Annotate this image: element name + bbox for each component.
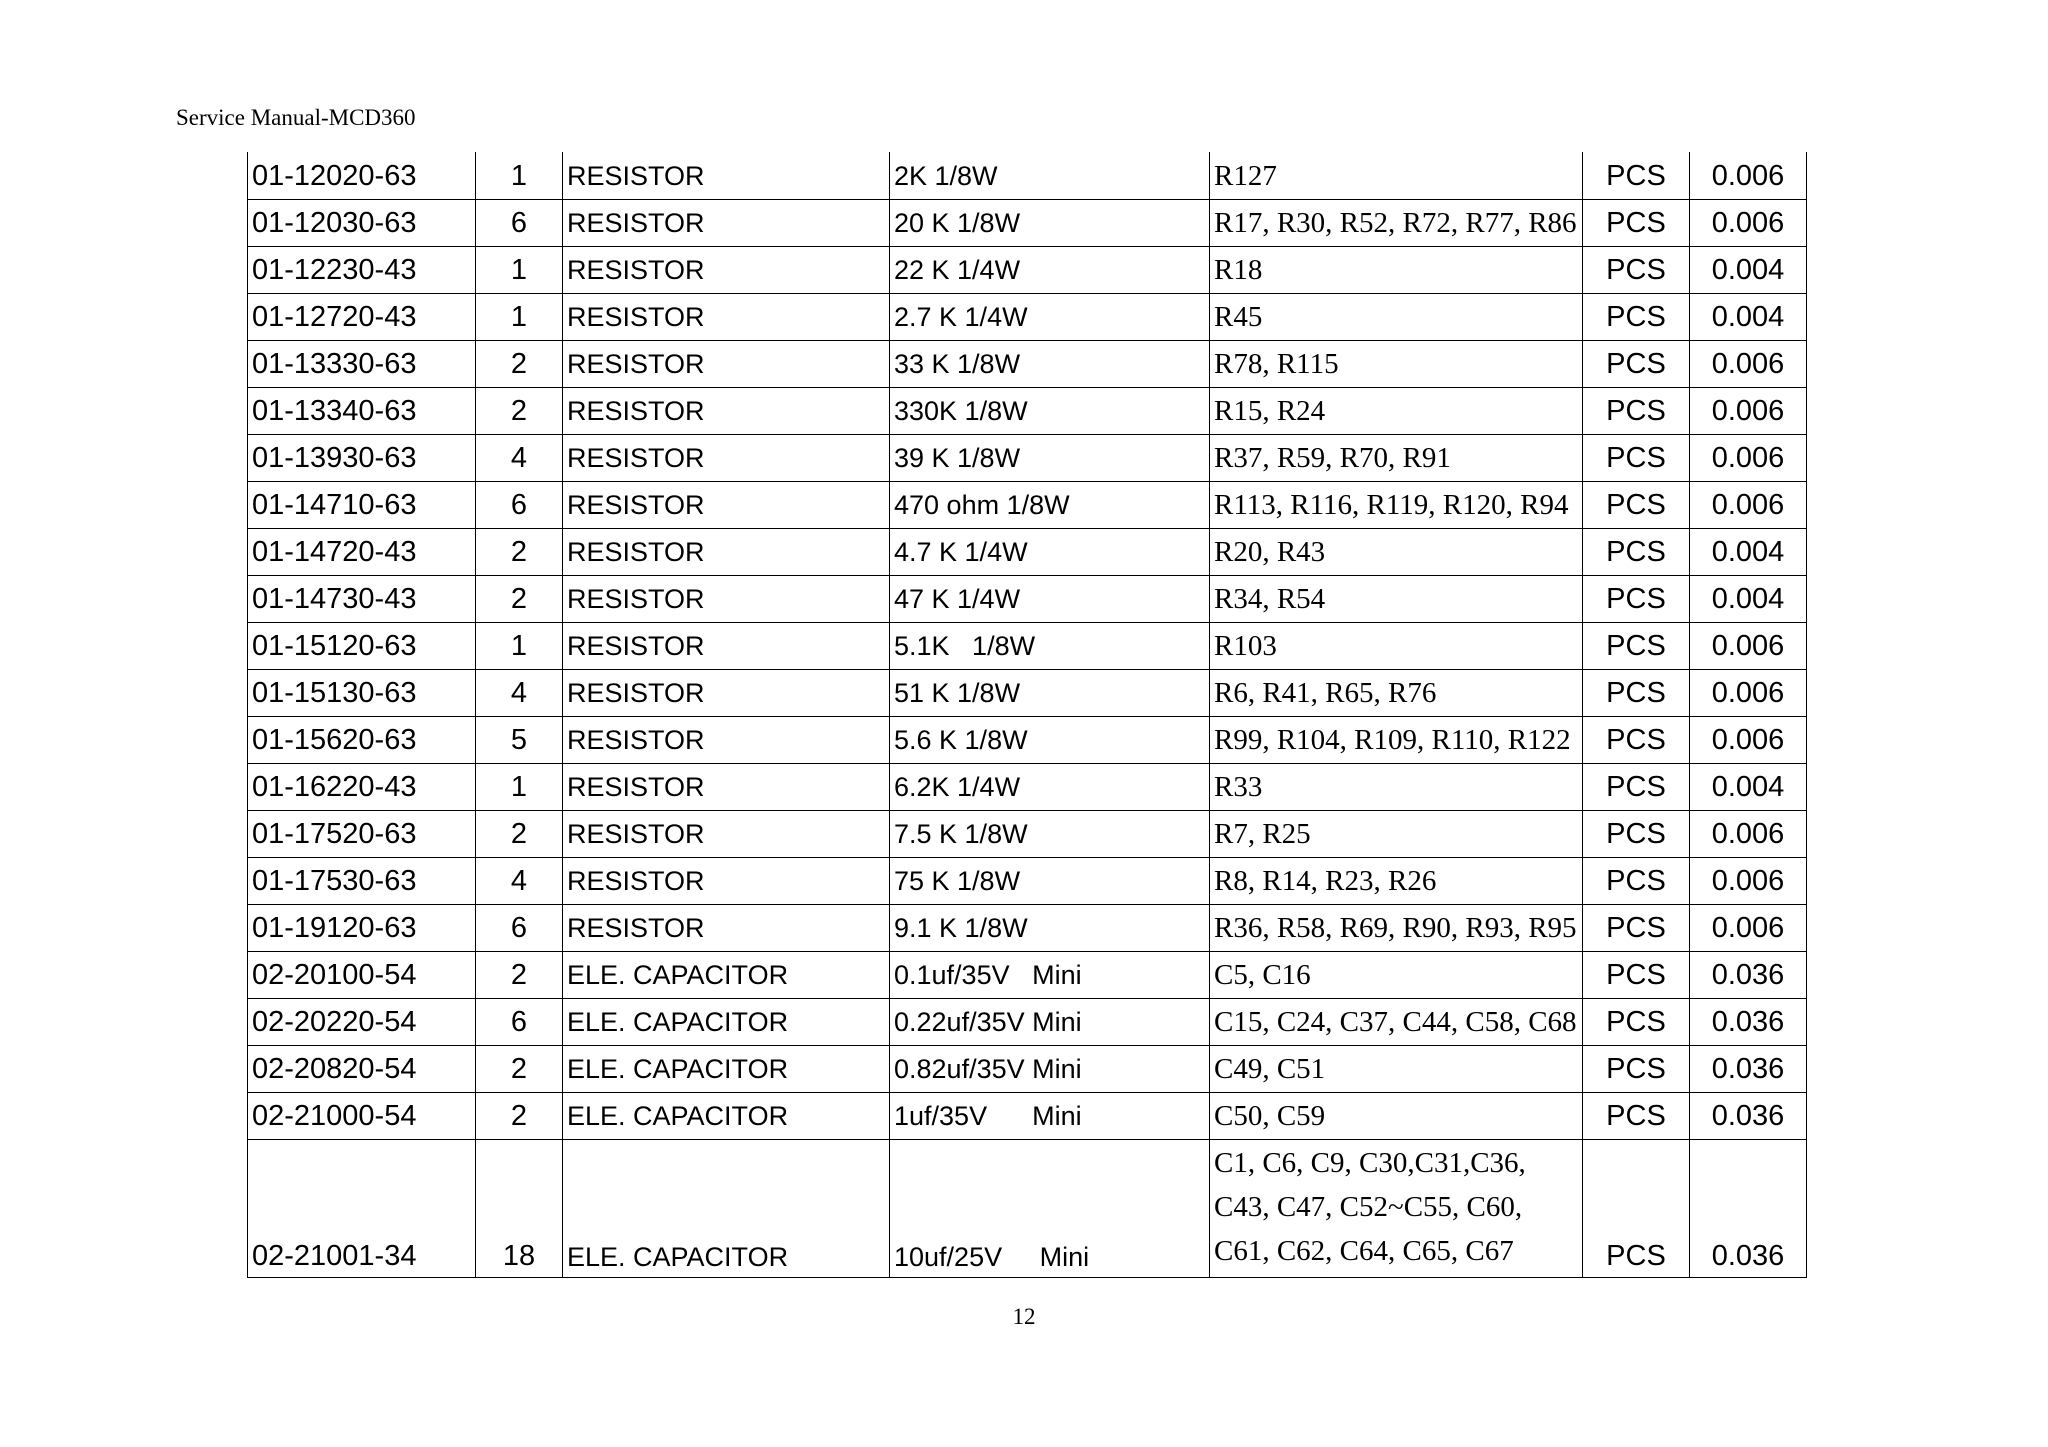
- specification-cell: 39 K 1/8W: [890, 435, 1210, 482]
- specification-cell: 2K 1/8W: [890, 153, 1210, 200]
- description-cell: RESISTOR: [563, 858, 890, 905]
- price-cell: 0.004: [1690, 294, 1807, 341]
- description-cell: ELE. CAPACITOR: [563, 1140, 890, 1278]
- specification-cell: 2.7 K 1/4W: [890, 294, 1210, 341]
- specification-cell: 9.1 K 1/8W: [890, 905, 1210, 952]
- quantity-cell: 2: [476, 811, 563, 858]
- quantity-cell: 4: [476, 670, 563, 717]
- specification-cell: 330K 1/8W: [890, 388, 1210, 435]
- unit-cell: PCS: [1583, 576, 1690, 623]
- unit-cell: PCS: [1583, 1140, 1690, 1278]
- description-cell: RESISTOR: [563, 247, 890, 294]
- specification-cell: 33 K 1/8W: [890, 341, 1210, 388]
- table-row: [248, 999, 1807, 1046]
- quantity-cell: 6: [476, 482, 563, 529]
- price-cell: 0.006: [1690, 388, 1807, 435]
- table-row: [248, 905, 1807, 952]
- unit-cell: PCS: [1583, 435, 1690, 482]
- location-cell: R17, R30, R52, R72, R77, R86: [1210, 200, 1583, 247]
- location-cell: C50, C59: [1210, 1093, 1583, 1140]
- location-cell: R33: [1210, 764, 1583, 811]
- part-number-cell: 02-21000-54: [248, 1093, 476, 1140]
- table-row: [248, 717, 1807, 764]
- location-cell: R127: [1210, 153, 1583, 200]
- table-row: [248, 482, 1807, 529]
- specification-cell: 5.6 K 1/8W: [890, 717, 1210, 764]
- unit-cell: PCS: [1583, 717, 1690, 764]
- part-number-cell: 01-12020-63: [248, 153, 476, 200]
- unit-cell: PCS: [1583, 858, 1690, 905]
- specification-cell: 22 K 1/4W: [890, 247, 1210, 294]
- quantity-cell: 1: [476, 294, 563, 341]
- location-cell: R37, R59, R70, R91: [1210, 435, 1583, 482]
- table-row: [248, 341, 1807, 388]
- description-cell: RESISTOR: [563, 529, 890, 576]
- location-cell: R45: [1210, 294, 1583, 341]
- part-number-cell: 02-20820-54: [248, 1046, 476, 1093]
- unit-cell: PCS: [1583, 764, 1690, 811]
- description-cell: RESISTOR: [563, 811, 890, 858]
- location-cell: R78, R115: [1210, 341, 1583, 388]
- price-cell: 0.004: [1690, 764, 1807, 811]
- quantity-cell: 1: [476, 623, 563, 670]
- unit-cell: PCS: [1583, 811, 1690, 858]
- description-cell: RESISTOR: [563, 435, 890, 482]
- location-cell: R15, R24: [1210, 388, 1583, 435]
- price-cell: 0.004: [1690, 576, 1807, 623]
- price-cell: 0.036: [1690, 952, 1807, 999]
- unit-cell: PCS: [1583, 670, 1690, 717]
- page-header-title: Service Manual-MCD360: [176, 105, 416, 130]
- table-row: [248, 952, 1807, 999]
- price-cell: 0.036: [1690, 1046, 1807, 1093]
- table-row: [248, 435, 1807, 482]
- price-cell: 0.036: [1690, 1140, 1807, 1278]
- specification-cell: 0.82uf/35V Mini: [890, 1046, 1210, 1093]
- unit-cell: PCS: [1583, 388, 1690, 435]
- quantity-cell: 2: [476, 576, 563, 623]
- table-row: [248, 623, 1807, 670]
- unit-cell: PCS: [1583, 153, 1690, 200]
- price-cell: 0.006: [1690, 623, 1807, 670]
- quantity-cell: 2: [476, 529, 563, 576]
- specification-cell: 0.22uf/35V Mini: [890, 999, 1210, 1046]
- description-cell: RESISTOR: [563, 717, 890, 764]
- specification-cell: 51 K 1/8W: [890, 670, 1210, 717]
- location-cell: R34, R54: [1210, 576, 1583, 623]
- part-number-cell: 01-15130-63: [248, 670, 476, 717]
- part-number-cell: 01-14710-63: [248, 482, 476, 529]
- location-line: C61, C62, C64, C65, C67: [1214, 1235, 1514, 1267]
- table-row: [248, 294, 1807, 341]
- quantity-cell: 5: [476, 717, 563, 764]
- part-number-cell: 01-16220-43: [248, 764, 476, 811]
- table-row: [248, 576, 1807, 623]
- location-cell: C15, C24, C37, C44, C58, C68: [1210, 999, 1583, 1046]
- location-cell: R113, R116, R119, R120, R94: [1210, 482, 1583, 529]
- price-cell: 0.006: [1690, 200, 1807, 247]
- price-cell: 0.006: [1690, 341, 1807, 388]
- description-cell: RESISTOR: [563, 576, 890, 623]
- part-number-cell: 01-13930-63: [248, 435, 476, 482]
- quantity-cell: 2: [476, 341, 563, 388]
- price-cell: 0.006: [1690, 435, 1807, 482]
- table-row: [248, 153, 1807, 200]
- part-number-cell: 01-17520-63: [248, 811, 476, 858]
- part-number-cell: 01-13340-63: [248, 388, 476, 435]
- unit-cell: PCS: [1583, 905, 1690, 952]
- location-cell: C49, C51: [1210, 1046, 1583, 1093]
- price-cell: 0.006: [1690, 717, 1807, 764]
- table-row: [248, 764, 1807, 811]
- description-cell: RESISTOR: [563, 623, 890, 670]
- description-cell: RESISTOR: [563, 905, 890, 952]
- quantity-cell: 2: [476, 1093, 563, 1140]
- part-number-cell: 01-17530-63: [248, 858, 476, 905]
- quantity-cell: 6: [476, 999, 563, 1046]
- description-cell: RESISTOR: [563, 388, 890, 435]
- location-cell: R6, R41, R65, R76: [1210, 670, 1583, 717]
- table-row: [248, 200, 1807, 247]
- specification-cell: 5.1K 1/8W: [890, 623, 1210, 670]
- specification-cell: 75 K 1/8W: [890, 858, 1210, 905]
- quantity-cell: 1: [476, 153, 563, 200]
- description-cell: RESISTOR: [563, 764, 890, 811]
- quantity-cell: 18: [476, 1140, 563, 1278]
- part-number-cell: 01-15120-63: [248, 623, 476, 670]
- price-cell: 0.006: [1690, 858, 1807, 905]
- quantity-cell: 1: [476, 247, 563, 294]
- table-row: [248, 1046, 1807, 1093]
- location-cell: [1210, 1140, 1583, 1278]
- part-number-cell: 01-12720-43: [248, 294, 476, 341]
- specification-cell: 6.2K 1/4W: [890, 764, 1210, 811]
- table-row: [248, 858, 1807, 905]
- table-row: [248, 811, 1807, 858]
- unit-cell: PCS: [1583, 529, 1690, 576]
- specification-cell: 4.7 K 1/4W: [890, 529, 1210, 576]
- description-cell: RESISTOR: [563, 153, 890, 200]
- description-cell: RESISTOR: [563, 294, 890, 341]
- quantity-cell: 6: [476, 905, 563, 952]
- location-cell: R103: [1210, 623, 1583, 670]
- description-cell: RESISTOR: [563, 341, 890, 388]
- specification-cell: 7.5 K 1/8W: [890, 811, 1210, 858]
- table-row: [248, 388, 1807, 435]
- part-number-cell: 01-13330-63: [248, 341, 476, 388]
- location-cell: R99, R104, R109, R110, R122: [1210, 717, 1583, 764]
- description-cell: RESISTOR: [563, 482, 890, 529]
- part-number-cell: 02-21001-34: [248, 1140, 476, 1278]
- part-number-cell: 01-12230-43: [248, 247, 476, 294]
- table-row: [248, 1140, 1807, 1278]
- specification-cell: 1uf/35V Mini: [890, 1093, 1210, 1140]
- price-cell: 0.006: [1690, 670, 1807, 717]
- part-number-cell: 01-12030-63: [248, 200, 476, 247]
- quantity-cell: 4: [476, 858, 563, 905]
- specification-cell: 20 K 1/8W: [890, 200, 1210, 247]
- unit-cell: PCS: [1583, 999, 1690, 1046]
- unit-cell: PCS: [1583, 952, 1690, 999]
- price-cell: 0.036: [1690, 1093, 1807, 1140]
- price-cell: 0.006: [1690, 482, 1807, 529]
- quantity-cell: 2: [476, 952, 563, 999]
- quantity-cell: 2: [476, 1046, 563, 1093]
- location-cell: R8, R14, R23, R26: [1210, 858, 1583, 905]
- unit-cell: PCS: [1583, 294, 1690, 341]
- part-number-cell: 01-15620-63: [248, 717, 476, 764]
- quantity-cell: 6: [476, 200, 563, 247]
- table-row: [248, 247, 1807, 294]
- unit-cell: PCS: [1583, 341, 1690, 388]
- specification-cell: 10uf/25V Mini: [890, 1140, 1210, 1278]
- description-cell: RESISTOR: [563, 200, 890, 247]
- parts-list-body: [248, 153, 1807, 1278]
- table-row: [248, 529, 1807, 576]
- table-row: [248, 670, 1807, 717]
- part-number-cell: 01-14720-43: [248, 529, 476, 576]
- location-line: C43, C47, C52~C55, C60,: [1214, 1191, 1523, 1223]
- description-cell: ELE. CAPACITOR: [563, 999, 890, 1046]
- unit-cell: PCS: [1583, 482, 1690, 529]
- part-number-cell: 01-14730-43: [248, 576, 476, 623]
- unit-cell: PCS: [1583, 1093, 1690, 1140]
- location-line: C1, C6, C9, C30,C31,C36,: [1214, 1147, 1526, 1179]
- location-cell: R7, R25: [1210, 811, 1583, 858]
- unit-cell: PCS: [1583, 247, 1690, 294]
- quantity-cell: 4: [476, 435, 563, 482]
- description-cell: ELE. CAPACITOR: [563, 952, 890, 999]
- price-cell: 0.036: [1690, 999, 1807, 1046]
- location-cell: R36, R58, R69, R90, R93, R95: [1210, 905, 1583, 952]
- page-number: 12: [1012, 1304, 1036, 1329]
- price-cell: 0.004: [1690, 247, 1807, 294]
- parts-list-table: [247, 152, 1807, 1278]
- part-number-cell: 01-19120-63: [248, 905, 476, 952]
- unit-cell: PCS: [1583, 1046, 1690, 1093]
- description-cell: RESISTOR: [563, 670, 890, 717]
- price-cell: 0.006: [1690, 153, 1807, 200]
- location-cell: R20, R43: [1210, 529, 1583, 576]
- table-row: [248, 1093, 1807, 1140]
- price-cell: 0.006: [1690, 811, 1807, 858]
- price-cell: 0.006: [1690, 905, 1807, 952]
- quantity-cell: 2: [476, 388, 563, 435]
- unit-cell: PCS: [1583, 200, 1690, 247]
- price-cell: 0.004: [1690, 529, 1807, 576]
- part-number-cell: 02-20220-54: [248, 999, 476, 1046]
- quantity-cell: 1: [476, 764, 563, 811]
- specification-cell: 47 K 1/4W: [890, 576, 1210, 623]
- description-cell: ELE. CAPACITOR: [563, 1093, 890, 1140]
- location-cell: R18: [1210, 247, 1583, 294]
- specification-cell: 470 ohm 1/8W: [890, 482, 1210, 529]
- part-number-cell: 02-20100-54: [248, 952, 476, 999]
- unit-cell: PCS: [1583, 623, 1690, 670]
- specification-cell: 0.1uf/35V Mini: [890, 952, 1210, 999]
- location-cell: C5, C16: [1210, 952, 1583, 999]
- description-cell: ELE. CAPACITOR: [563, 1046, 890, 1093]
